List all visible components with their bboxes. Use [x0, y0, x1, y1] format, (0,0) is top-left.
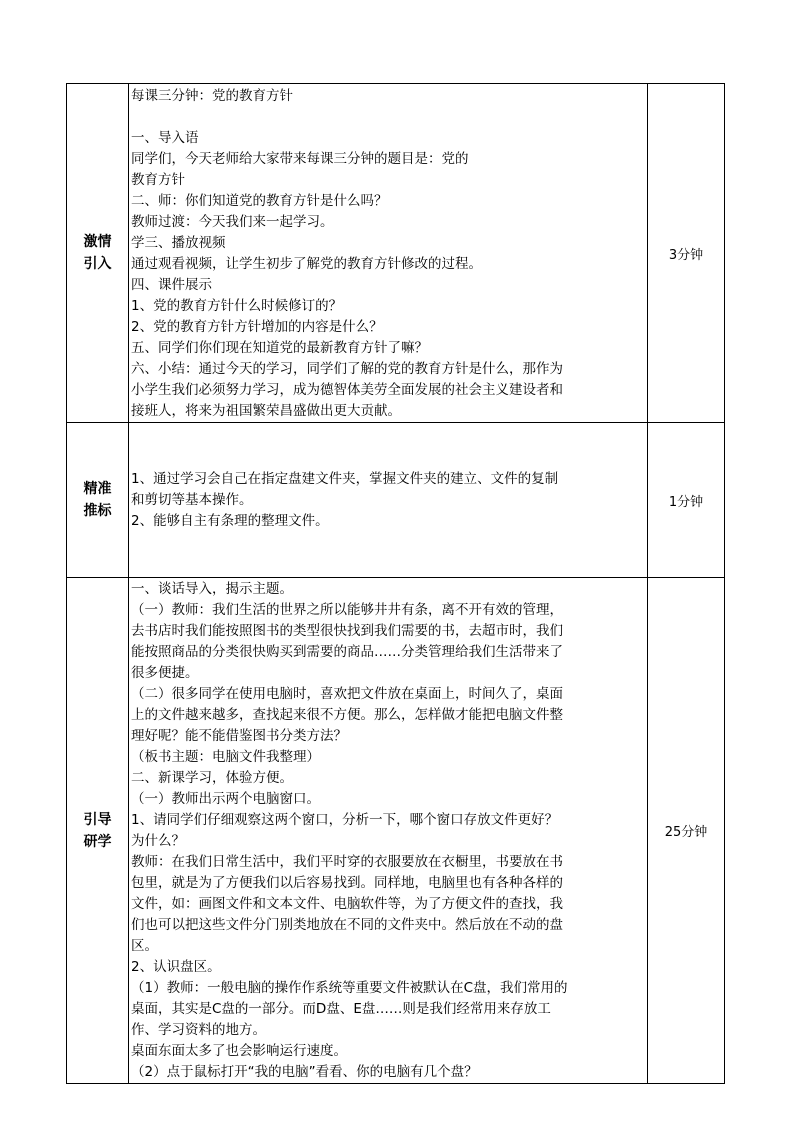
content-line: 五、同学们你们现在知道党的最新教育方针了嘛？ — [131, 340, 428, 356]
content-line: 教师过渡：今天我们来一起学习。 — [131, 214, 334, 230]
stage-label-line: 引入 — [83, 256, 112, 272]
content-line: 上的文件越来越多，查找起来很不方便。那么，怎样做才能把电脑文件整 — [131, 707, 563, 723]
content-line: （二）很多同学在使用电脑时，喜欢把文件放在桌面上，时间久了，桌面 — [131, 686, 563, 702]
content-line: 为什么？ — [131, 833, 185, 849]
content-line: 一、谈话导入，揭示主题。 — [131, 581, 293, 597]
content-line: 文件，如：画图文件和文本文件、电脑软件等，为了方便文件的查找，我 — [131, 896, 563, 912]
stage-label-line: 研学 — [83, 833, 112, 850]
content-line: 能按照商品的分类很快购买到需要的商品……分类管理给我们生活带来了 — [131, 644, 563, 660]
content-line: 教师：在我们日常生活中，我们平时穿的衣服要放在衣橱里，书要放在书 — [131, 854, 563, 870]
content-line: 1、请同学们仔细观察这两个窗口，分析一下，哪个窗口存放文件更好？ — [131, 812, 559, 828]
content-line: 一、导入语 — [131, 130, 199, 146]
content-line: （2）点于鼠标打开“我的电脑”看看、你的电脑有几个盘？ — [131, 1064, 478, 1080]
content-line: 同学们，今天老师给大家带来每课三分钟的题目是：党的 — [131, 151, 469, 167]
content-line: 作、学习资料的地方。 — [131, 1022, 266, 1038]
time-cell: 1分钟 — [648, 423, 725, 578]
row-motivation — [67, 84, 725, 423]
stage-cell — [67, 84, 129, 423]
stage-cell — [67, 578, 129, 1084]
content-line: 四、课件展示 — [131, 277, 212, 293]
row-guided-study — [67, 578, 725, 1084]
content-line: 教育方针 — [131, 172, 185, 188]
content-line: 去书店时我们能按照图书的类型很快找到我们需要的书，去超市时，我们 — [131, 623, 563, 639]
content-line: 理好呢？能不能借鉴图书分类方法？ — [131, 728, 347, 744]
stage-label-line: 激情 — [83, 234, 112, 250]
content-line: 们也可以把这些文件分门别类地放在不同的文件夹中。然后放在不动的盘 — [131, 917, 563, 933]
content-line: 二、师：你们知道党的教育方针是什么吗？ — [131, 193, 388, 209]
content-line — [129, 107, 647, 128]
content-line: （一）教师：我们生活的世界之所以能够井井有条，离不开有效的管理， — [131, 602, 563, 618]
content-line: 小学生我们必须努力学习，成为德智体美劳全面发展的社会主义建设者和 — [131, 382, 563, 398]
row-precise-goals — [67, 423, 725, 578]
content-line: 1、通过学习会自己在指定盘建文件夹，掌握文件夹的建立、文件的复制 — [131, 470, 559, 487]
stage-label-line: 推标 — [83, 503, 112, 519]
content-line: 六、小结：通过今天的学习，同学们了解的党的教育方针是什么，那作为 — [131, 361, 563, 377]
lesson-plan-table — [66, 83, 725, 1084]
content-line: 2、能够自主有条理的整理文件。 — [131, 512, 329, 529]
content-line: 接班人，将来为祖国繁荣昌盛做出更大贡献。 — [131, 403, 401, 419]
content-line: 2、党的教育方针方针增加的内容是什么？ — [131, 319, 383, 335]
content-cell — [129, 578, 648, 1084]
content-line: 通过观看视频，让学生初步了解党的教育方针修改的过程。 — [131, 256, 482, 272]
content-line: 包里，就是为了方便我们以后容易找到。同样地，电脑里也有各种各样的 — [131, 875, 563, 891]
content-line: 2、认识盘区。 — [131, 959, 221, 975]
content-line: 很多便捷。 — [131, 665, 199, 681]
content-line: 和剪切等基本操作。 — [131, 491, 253, 508]
stage-label-line: 精准 — [83, 481, 112, 497]
stage-label-line: 引导 — [83, 811, 112, 828]
time-cell: 3分钟 — [648, 84, 725, 423]
content-line: 区。 — [131, 938, 158, 954]
stage-cell — [67, 423, 129, 578]
content-line: （板书主题：电脑文件我整理） — [131, 749, 320, 765]
content-line: 1、党的教育方针什么时候修订的？ — [131, 298, 343, 314]
content-line: 桌面，其实是C盘的一部分。而D盘、E盘……则是我们经常用来存放工 — [131, 1001, 551, 1017]
content-line: （一）教师出示两个电脑窗口。 — [131, 791, 320, 807]
content-line: 桌面东面太多了也会影响运行速度。 — [131, 1043, 347, 1059]
content-line: 每课三分钟：党的教育方针 — [131, 88, 293, 104]
time-cell: 25分钟 — [648, 578, 725, 1084]
content-line: 二、新课学习，体验方便。 — [131, 770, 293, 786]
content-line: 学三、播放视频 — [131, 235, 226, 251]
content-cell — [129, 84, 648, 423]
content-line: （1）教师：一般电脑的操作作系统等重要文件被默认在C盘，我们常用的 — [131, 980, 568, 996]
content-cell — [129, 423, 648, 578]
